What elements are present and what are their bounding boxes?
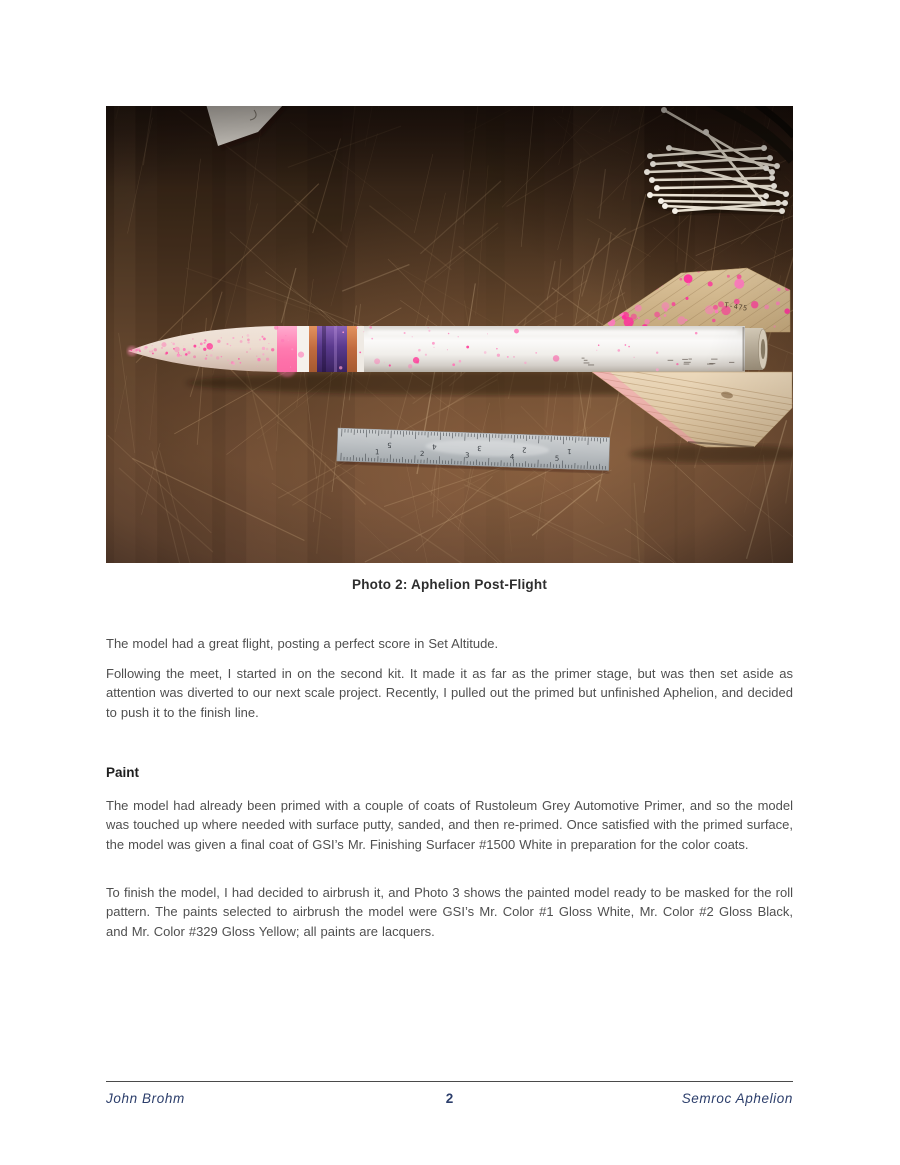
paragraph-airbrush: To finish the model, I had decided to airbrush it, and Photo 3 shows the painted model ready to be masked for the roll pattern. The paints selected to airbrush the model were GSI’s Mr. Color #1 Gloss White, Mr. Color #2 Gloss Black, and Mr. Color #329 Gloss Yellow; all paints are lacquers. xyxy=(106,885,793,939)
footer-author: John Brohm xyxy=(106,1091,185,1106)
footer-doc-title: Semroc Aphelion xyxy=(681,1091,793,1106)
section-heading-paint: Paint xyxy=(106,765,140,780)
paragraph-second-kit: Following the meet, I started in on the second kit. It made it as far as the primer stage, but was then set aside as attention was diverted to our next scale project. Recently, I pulled out the primed but unfinished Aphelion, and decided to push it to the finish line. xyxy=(106,666,793,720)
footer-page-number: 2 xyxy=(445,1091,454,1106)
paragraph-flight-result: The model had a great flight, posting a perfect score in Set Altitude. xyxy=(106,636,499,651)
paragraph-priming: The model had already been primed with a couple of coats of Rustoleum Grey Automotive Primer, and so the model was touched up where needed with surface putty, sanded, and then re-primed. Once satisfied with the primed surface, the model was given a final coat of GSI’s Mr. Finishing Surfacer #1500 White in preparation for the color coats. xyxy=(106,798,793,852)
photo-illustration xyxy=(106,106,793,563)
photo-2-aphelion-post-flight xyxy=(106,106,793,563)
photo-caption: Photo 2: Aphelion Post-Flight xyxy=(351,577,548,592)
page-footer xyxy=(106,1081,793,1106)
